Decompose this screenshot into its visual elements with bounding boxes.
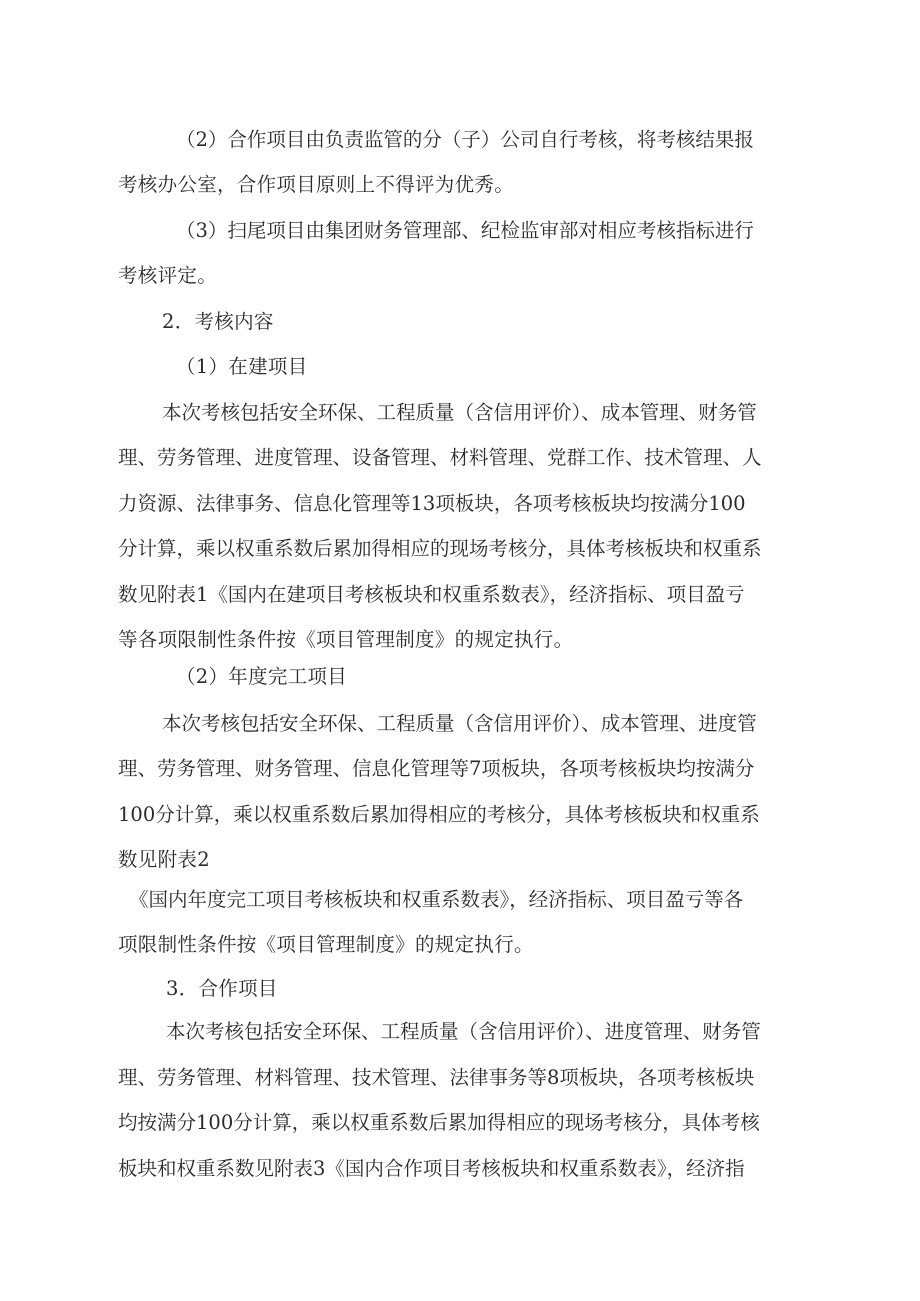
text-line: 数见附表2: [118, 848, 210, 871]
text-line: 本次考核包括安全环保、工程质量（含信用评价）、进度管理、财务管: [166, 1020, 761, 1043]
text-line: 板块和权重系数见附表3《国内合作项目考核板块和权重系数表》，经济指: [118, 1157, 745, 1180]
text-line: （3）扫尾项目由集团财务管理部、纪检监审部对相应考核指标进行: [176, 219, 754, 242]
section-heading: 2．考核内容: [162, 310, 274, 333]
text-line: （2）合作项目由负责监管的分（子）公司自行考核，将考核结果报: [176, 128, 754, 151]
text-line: 分计算，乘以权重系数后累加得相应的现场考核分，具体考核板块和权重系: [118, 537, 762, 560]
text-line: 100分计算，乘以权重系数后累加得相应的考核分，具体考核板块和权重系: [118, 803, 760, 826]
text-line: 理、劳务管理、材料管理、技术管理、法律事务等8项板块，各项考核板块: [118, 1066, 755, 1089]
text-line: 理、劳务管理、财务管理、信息化管理等7项板块，各项考核板块均按满分: [118, 757, 755, 780]
text-line: 力资源、法律事务、信息化管理等13项板块，各项考核板块均按满分100: [118, 492, 746, 515]
text-line: 数见附表1《国内在建项目考核板块和权重系数表》，经济指标、项目盈亏: [118, 583, 745, 606]
text-line: 考核办公室，合作项目原则上不得评为优秀。: [118, 173, 515, 196]
text-line: 考核评定。: [118, 264, 218, 287]
text-line: 均按满分100分计算，乘以权重系数后累加得相应的现场考核分，具体考核: [118, 1111, 760, 1134]
text-line: 本次考核包括安全环保、工程质量（含信用评价）、成本管理、进度管: [162, 712, 757, 735]
subsection-heading: （2）年度完工项目: [176, 665, 348, 688]
text-line: 等各项限制性条件按《项目管理制度》的规定执行。: [118, 628, 574, 651]
text-line: 项限制性条件按《项目管理制度》的规定执行。: [118, 933, 534, 956]
section-heading: 3．合作项目: [166, 977, 278, 1000]
subsection-heading: （1）在建项目: [176, 355, 308, 378]
text-line: 本次考核包括安全环保、工程质量（含信用评价）、成本管理、财务管: [162, 401, 757, 424]
text-line: 理、劳务管理、进度管理、设备管理、材料管理、党群工作、技术管理、人: [118, 446, 762, 469]
text-line: 《国内年度完工项目考核板块和权重系数表》，经济指标、项目盈亏等各: [129, 888, 744, 911]
